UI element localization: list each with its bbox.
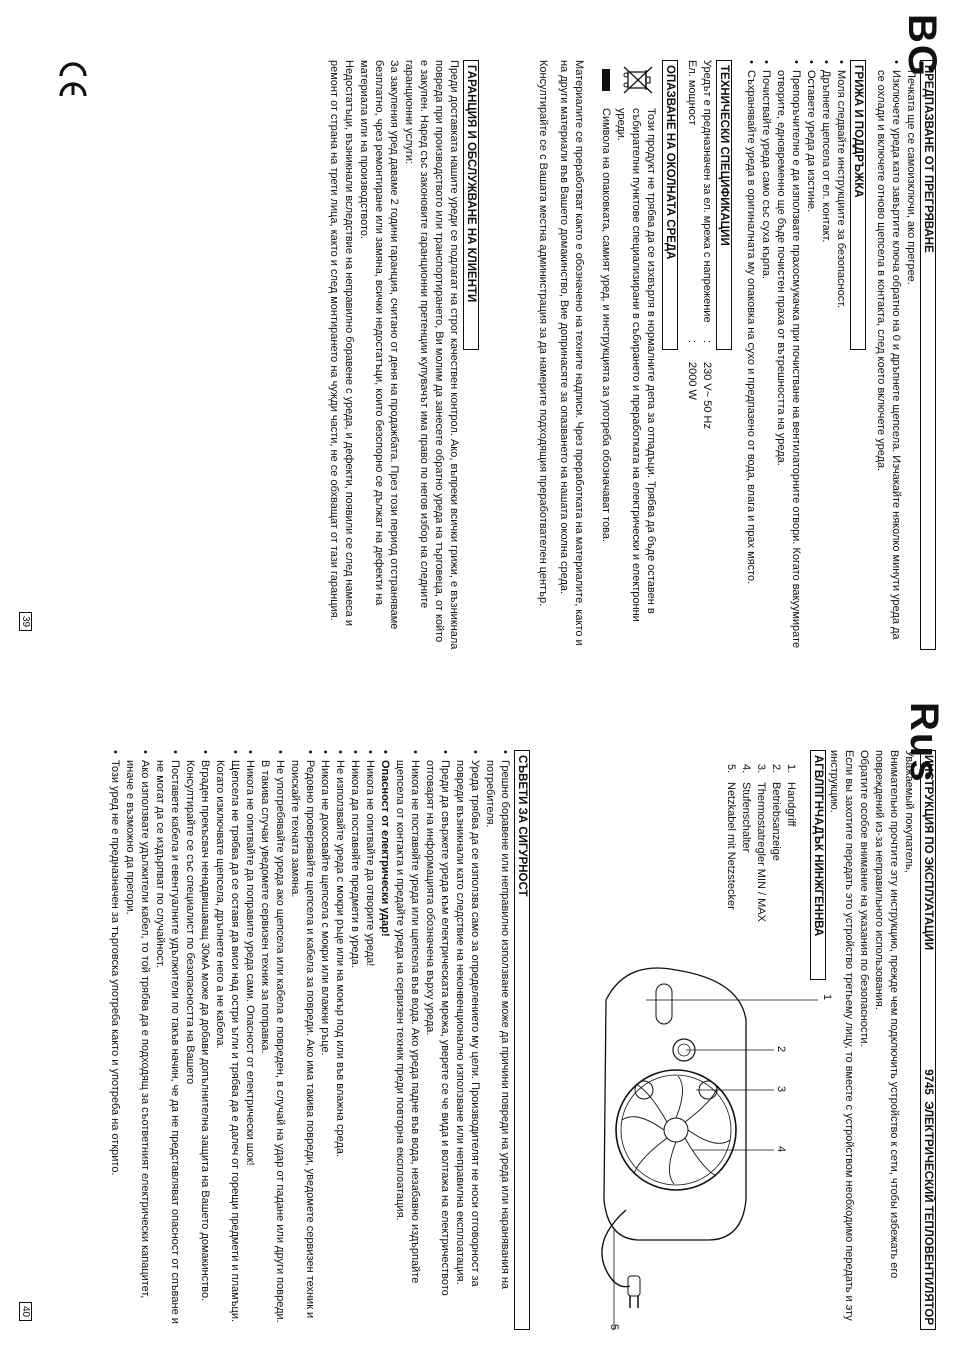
part-label: Stufenschalter xyxy=(740,782,752,853)
safety-item: • Този уред не е предназначен за търговска употреба както и употреба на открито. xyxy=(107,750,122,1330)
safety-section xyxy=(107,750,512,1330)
safety-item: • Никога да поставяйте предмети в уреда. xyxy=(347,750,362,1330)
environment-weee-text xyxy=(598,108,658,648)
part-label: Betriebsanzeige xyxy=(770,782,782,861)
spec-row xyxy=(699,60,714,650)
spec-value: 230 V~ 50 Hz xyxy=(701,362,713,429)
recycling-text: Материалите се преработват както е обозначено на техните надписи. Чрез преработката на материалите, както и на други материали във Вашето домакинство, Вие допринасяте за опазването на нашата околна среда. xyxy=(558,60,585,646)
safety-item: • Не използвайте уреда с мокри ръце или на мокър под или във влажна среда. xyxy=(332,750,347,1330)
symbol-text: Символа на опаковката, самият уред, и инструкцията за употреба обозначават това. xyxy=(600,108,612,543)
ce-mark-logo xyxy=(57,58,89,100)
care-item: • Препоръчително е да използвате прахосмукачка при почистване на вентилаторните отвори. Когато вакуумирате отворите, едновременно ще бъде почистен праха от вътрешността на уреда. xyxy=(773,60,803,650)
safety-item: • Не употребявайте уреда ако щепсела или кабела е повреден, в случай на удар от падане или други повреди. В такива случаи уведомете сервизен техник за поправка. xyxy=(257,750,287,1330)
intro-paragraph: Если вы захотите передать это устройство третьему лицу, то вместе с устройством необходимо передать и эту инструкцию. xyxy=(828,750,855,1321)
model-and-product xyxy=(922,1069,934,1325)
overheat-item: • Изключете уреда като завъртите ключа обратно на 0 и дръпнете щепсела. Изчакайте няколко минути уреда да се охлади и включете отново щепсела в контакта, след което включете уреда. xyxy=(873,60,903,650)
overheat-section-title: ПРЕДПАЗВАНЕ ОТ ПРЕГРЯВАНЕ xyxy=(920,60,936,650)
care-section xyxy=(743,60,848,650)
diagram-label-2: 2 xyxy=(775,1046,787,1053)
safety-item: • Грешно боравене или неправилно използване може да причини повреди на уреда или наранявания на потребителя. xyxy=(482,750,512,1330)
overheat-section xyxy=(873,60,918,650)
part-label: Thermostatregler MIN / MAX xyxy=(755,782,767,922)
care-item: • Оставете уреда да изстине. xyxy=(803,60,818,650)
weee-text: Този продукт не трябва да се изхвърля в нормалните депа за отпадъци. Трябва да бъде оставен в събирателни пунктове специализирани в събирането и преработката на електрически и електронни уреди. xyxy=(615,108,657,622)
spec-row xyxy=(684,60,699,650)
safety-item: • Опасност от електрически удар! xyxy=(377,750,392,1330)
manual-title: ИНСТРУКЦИЯ ПО ЭКСПЛУАТАЦИИ xyxy=(922,755,934,951)
environment-recycling xyxy=(535,60,586,650)
safety-item: • Ако използвате удължители кабел, то той трябва да е подходящ за съответният електрически капацитет, иначе е възможно да прегори. xyxy=(122,750,152,1330)
product-name: ЭЛЕКТРИЧЕСКИЙ ТЕПЛОВЕНТИЛЯТОР xyxy=(922,1101,934,1325)
page-rus xyxy=(0,690,954,1340)
warranty-para-3: Недостатъци, възникнали вследствие на неправилно боравене с уреда, и дефекти, появили се след намеса и ремонт от страна на трети лица, както и след монтирането на чужди части, не се обхващат от тази гаранция. xyxy=(328,60,355,627)
safety-item: • Уреда трябва да се използва само за определението му цели. Производителят не носи отговорност за повреди възникнали като следствие на неконвенционално използване или неправилна експлоатация. xyxy=(452,750,482,1330)
warranty-section-title: ГАРАНЦИЯ И ОБСЛУЖВАНЕ НА КЛИЕНТИ xyxy=(463,60,479,350)
safety-item: • Вграден прекъсвач ненадвишаващ 30мА може да добави допълнителна защита на Вашето домакинство. Консултирайте се със специалист по безопасността на Вашето xyxy=(182,750,212,1330)
spec-value: 2000 W xyxy=(686,362,698,400)
part-number: 3. xyxy=(755,764,767,774)
care-item: • Съхранявайте уреда в оригиналната му опаковка на сухо и предпазено от вода, влага и прах място. xyxy=(743,60,758,650)
safety-section-title: СЪВЕТИ ЗА СИГУРНОСТ xyxy=(514,750,530,1330)
intro-paragraph: Уважаемый покупатель, xyxy=(903,750,915,873)
safety-item: • Щепсела не трябва да се оставя да виси над остри ъгли и трябва да е далеч от горещи предмети и пламъци. Когато изключвате щепсела, дръпнете него а не кабела. xyxy=(212,750,242,1330)
diagram-label-3: 3 xyxy=(775,1086,787,1093)
warranty-section xyxy=(326,60,461,650)
heater-diagram xyxy=(578,940,826,1340)
safety-item: • Редовно проверявайте щепсела и кабела за повреди. Ако има такива повреди, уведомете сервизен техник и поискайте техната замяна. xyxy=(287,750,317,1330)
care-item: • Дръпнете щепсела от ел. контакт. xyxy=(818,60,833,650)
overheat-item: • Печката ще се самоизключи, ако прегрее. xyxy=(903,60,918,650)
page-bg xyxy=(0,0,954,660)
language-code: Rus xyxy=(902,702,946,784)
part-number: 4. xyxy=(740,764,752,774)
care-item: • Моля следвайте инструкциите за безопасност. xyxy=(833,60,848,650)
weee-bin-icon xyxy=(622,63,656,97)
intro-paragraph: Обратите особое внимание на указания по безопасности. xyxy=(858,750,870,1047)
consult-text: Консултирайте се с Вашата местна администрация за да намерите подходящия преработвателен център. xyxy=(537,60,549,607)
specs-table xyxy=(684,60,714,650)
spec-sep: : xyxy=(701,340,713,344)
spec-sep: : xyxy=(686,340,698,344)
safety-item: • Никога не опитвайте да отворите уреда! xyxy=(362,750,377,1330)
intro-block xyxy=(826,750,916,1330)
safety-item: • Никога не докосвайте щепсела с мокри или влажни ръце. xyxy=(317,750,332,1330)
part-label: Handgriff xyxy=(785,782,797,827)
intro-paragraph: Внимательно прочтите эту инструкцию, прежде чем подключить устройство к сети, чтобы избежать его повреждений из-за неправильного использования. xyxy=(873,750,900,1279)
parts-section-title: АГВЛПГНЧАДЪК НИНЖГЕННВА xyxy=(810,750,826,980)
part-label: Netzkabel mit Netzstecker xyxy=(725,782,737,910)
safety-item: • Никога не поставяйте уреда или щепсела във вода. Ако уреда падне във вода, незабавно издърпайте щепсела от контакта и предайте уреда на сервизен техник преди повторна експлоатация. xyxy=(392,750,422,1330)
care-section-title: ГРИЖА И ПОДДРЪЖКА xyxy=(850,60,866,350)
part-number: 2. xyxy=(770,764,782,774)
part-number: 5. xyxy=(725,764,737,774)
part-number: 1. xyxy=(785,764,797,774)
specs-section-title: ТЕХНИЧЕСКИ СПЕЦИФИКАЦИИ xyxy=(716,60,732,350)
safety-item: • Никога не опитвайте да поправите уреда сами. Опасност от електрически шок! xyxy=(242,750,257,1330)
overheat-list xyxy=(873,60,918,650)
page-number: 39 xyxy=(19,612,32,631)
page-number: 40 xyxy=(19,1302,32,1321)
diagram-label-5: 5 xyxy=(608,1324,620,1331)
manual-header xyxy=(920,750,936,1330)
safety-list xyxy=(107,750,512,1330)
care-item: • Почиствайте уреда само със суха кърпа. xyxy=(758,60,773,650)
environment-section-title: ОПАЗВАНЕ НА ОКОЛНАТА СРЕДА xyxy=(662,60,678,350)
diagram-label-4: 4 xyxy=(775,1146,787,1153)
diagram-label-1: 1 xyxy=(821,994,833,1001)
spec-label: Ел. мощност xyxy=(686,60,698,126)
language-code: BG xyxy=(900,14,944,78)
model-number: 9745 xyxy=(922,1069,934,1095)
safety-item: • Преди да свържете уреда към електрическата мрежа, уверете се че вида и волтажа на електричеството отговарят на информацията обозначена върху уреда. xyxy=(422,750,452,1330)
safety-item: • Поставете кабела и евентуалните удължители по такъв начин, че да не представляват опасност от спъване и не могат да се издърпват по случайност. xyxy=(152,750,182,1330)
warranty-para-2: За закупения уред даваме 2 години гаранция, считано от деня на продажбата. През този период отстраняваме безплатно, чрез ремонтиране или замяна, всички недостатъци, които безспорно се дължат на дефекти на материала или на производството. xyxy=(358,60,400,630)
care-list xyxy=(743,60,848,650)
spec-label: Уредът е предназначен за ел. мрежа с напрежение xyxy=(701,60,713,323)
weee-bar-icon xyxy=(602,69,610,91)
warranty-para-1: Преди доставката нашите уреди се подлагат на строг качествен контрол. Ако, въпреки всички грижи, е възникнала повреда при производството или транспортирането, Ви молим да занесете обратно уреда на търговеца, от който е закупен. Наред със законовите гаранционни претенции купувачът има право по негов избор на следните гаранционни услуги: xyxy=(403,60,460,650)
